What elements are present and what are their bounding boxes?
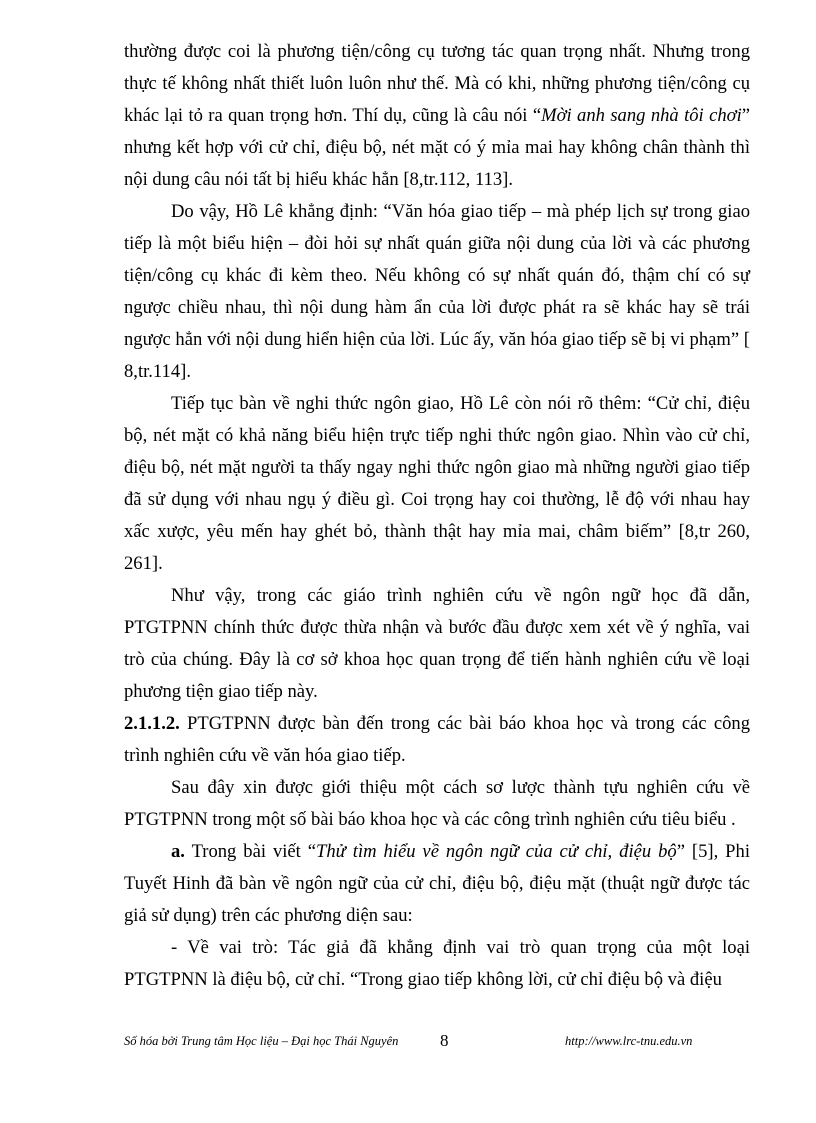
section-heading-paragraph: 2.1.1.2. PTGTPNN được bàn đến trong các bài báo khoa học và trong các công trình nghiên cứu về văn hóa giao tiếp.: [124, 713, 750, 766]
paragraph-7: a. Trong bài viết “Thử tìm hiểu về ngôn ngữ của cử chỉ, điệu bộ” [5], Phi Tuyết Hinh đã bàn về ngôn ngữ của cử chỉ, điệu bộ, điệu mặt (thuật ngữ được tác giả sử dụng) trên các phương diện sau:: [124, 841, 750, 926]
footer-url: http://www.lrc-tnu.edu.vn: [565, 1034, 693, 1048]
page-footer: [124, 1031, 750, 1054]
item-label: a.: [171, 841, 185, 862]
document-body: [124, 36, 750, 996]
quoted-phrase: Mời anh sang nhà tôi chơi: [541, 105, 742, 126]
paragraph-6: Sau đây xin được giới thiệu một cách sơ lược thành tựu nghiên cứu về PTGTPNN trong một số bài báo khoa học và các công trình nghiên cứu tiêu biểu .: [124, 777, 750, 830]
article-title: Thử tìm hiểu về ngôn ngữ của cử chỉ, điệu bộ: [316, 841, 677, 862]
page-number: 8: [440, 1031, 449, 1050]
paragraph-2: Do vậy, Hồ Lê khẳng định: “Văn hóa giao tiếp – mà phép lịch sự trong giao tiếp là một biểu hiện – đòi hỏi sự nhất quán giữa nội dung của lời và các phương tiện/công cụ khác đi kèm theo. Nếu không có sự nhất quán đó, thậm chí có sự ngược chiều nhau, thì nội dung hàm ẩn của lời được phát ra sẽ khác hay sẽ trái ngược hẳn với nội dung hiển hiện của lời. Lúc ấy, văn hóa giao tiếp sẽ bị vi phạm” [ 8,tr.114].: [124, 201, 750, 382]
footer-source: Số hóa bởi Trung tâm Học liệu – Đại học Thái Nguyên: [124, 1034, 399, 1048]
paragraph-3: Tiếp tục bàn về nghi thức ngôn giao, Hồ Lê còn nói rõ thêm: “Cử chỉ, điệu bộ, nét mặt có khả năng biểu hiện trực tiếp nghi thức ngôn giao. Nhìn vào cử chỉ, điệu bộ, nét mặt người ta thấy ngay nghi thức ngôn giao mà những người giao tiếp đã sử dụng với nhau ngụ ý điều gì. Coi trọng hay coi thường, lễ độ với nhau hay xấc xược, yêu mến hay ghét bỏ, thành thật hay mỉa mai, châm biếm” [8,tr 260, 261].: [124, 393, 750, 574]
paragraph-8: - Về vai trò: Tác giả đã khẳng định vai trò quan trọng của một loại PTGTPNN là điệu bộ, cử chỉ. “Trong giao tiếp không lời, cử chỉ điệu bộ và điệu: [124, 937, 750, 990]
paragraph-1: thường được coi là phương tiện/công cụ tương tác quan trọng nhất. Nhưng trong thực tế không nhất thiết luôn luôn như thế. Mà có khi, những phương tiện/công cụ khác lại tỏ ra quan trọng hơn. Thí dụ, cũng là câu nói “Mời anh sang nhà tôi chơi” nhưng kết hợp với cử chỉ, điệu bộ, nét mặt có ý mỉa mai hay không chân thành thì nội dung câu nói tất bị hiểu khác hẳn [8,tr.112, 113].: [124, 41, 751, 190]
paragraph-4: Như vậy, trong các giáo trình nghiên cứu về ngôn ngữ học đã dẫn, PTGTPNN chính thức được thừa nhận và bước đầu được xem xét về ý nghĩa, vai trò của chúng. Đây là cơ sở khoa học quan trọng để tiến hành nghiên cứu về loại phương tiện giao tiếp này.: [124, 585, 750, 702]
section-number: 2.1.1.2.: [124, 713, 180, 734]
